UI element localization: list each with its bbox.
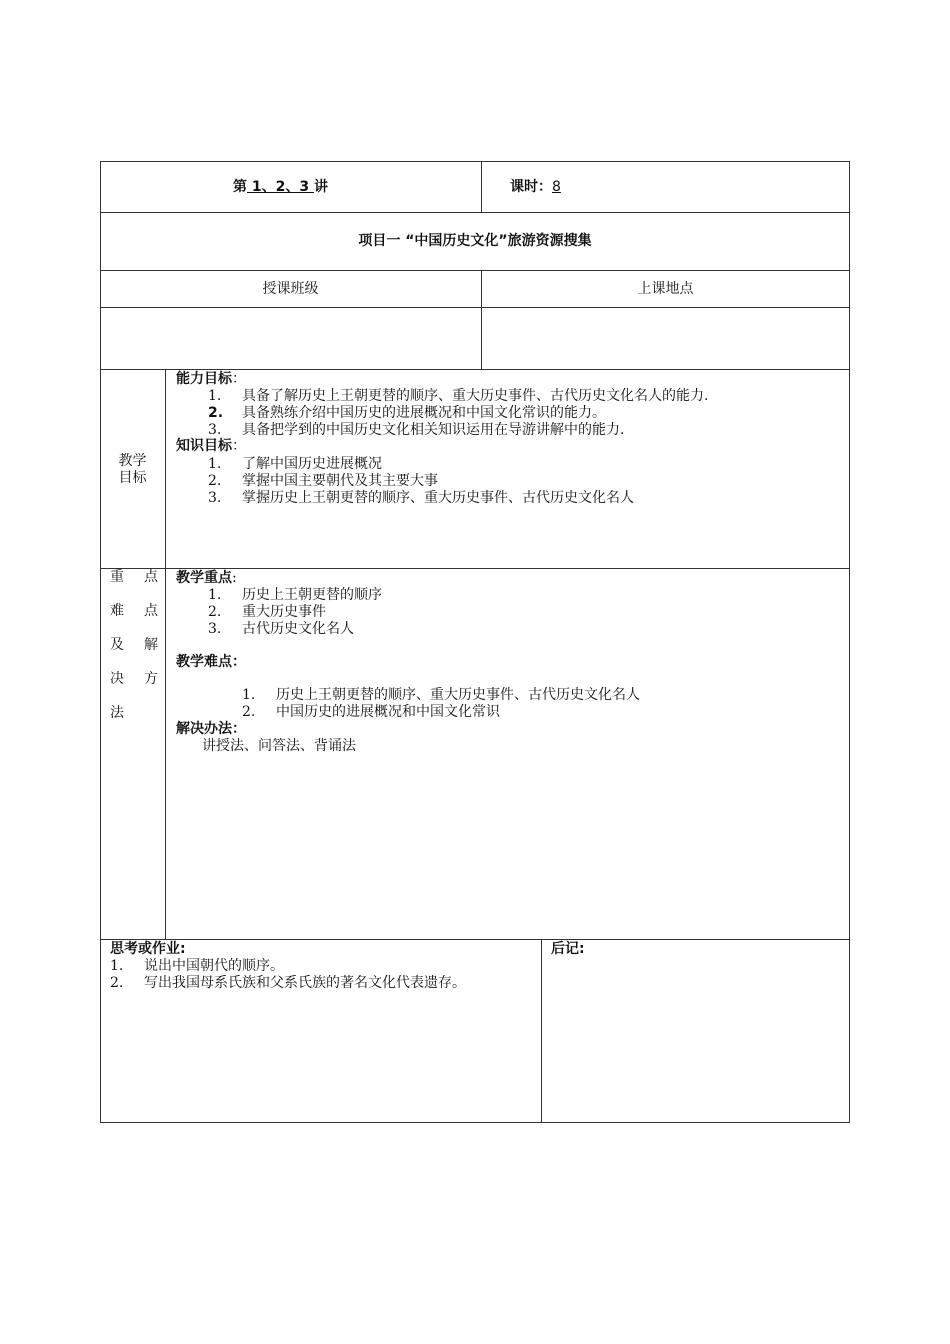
class-value-cell[interactable] xyxy=(101,308,481,369)
objectives-side-label xyxy=(100,453,165,487)
class-hours xyxy=(510,179,561,196)
item-text: 历史上王朝更替的顺序 xyxy=(242,587,382,603)
ability-title: 能力目标 xyxy=(176,371,232,387)
item-text: 历史上王朝更替的顺序、重大历史事件、古代历史文化名人 xyxy=(276,687,640,703)
hours-label: 课时： xyxy=(510,179,552,195)
list-item xyxy=(208,388,708,405)
list-item xyxy=(208,604,326,621)
row-divider xyxy=(100,270,850,271)
difficulty-title: 教学难点： xyxy=(176,654,246,670)
method-text: 讲授法、问答法、背诵法 xyxy=(202,738,356,754)
side-char: 方 xyxy=(144,671,158,687)
item-number: 1. xyxy=(110,958,124,974)
list-item xyxy=(208,621,354,638)
class-label: 授课班级 xyxy=(262,281,319,297)
knowledge-title: 知识目标 xyxy=(176,438,232,454)
lecture-number xyxy=(233,179,328,196)
row-divider xyxy=(100,939,850,940)
focus-title: 教学重点 xyxy=(176,570,232,586)
side-char: 及 xyxy=(110,637,124,653)
item-text: 具备熟练介绍中国历史的进展概况和中国文化常识的能力。 xyxy=(242,405,606,421)
side-char: 难 xyxy=(110,603,124,619)
list-item xyxy=(242,687,640,704)
side-label-line: 目标 xyxy=(118,470,147,486)
knowledge-colon: ： xyxy=(232,438,246,454)
item-text: 具备把学到的中国历史文化相关知识运用在导游讲解中的能力. xyxy=(242,422,625,438)
list-item xyxy=(110,975,466,992)
list-item xyxy=(208,473,438,490)
item-number: 2. xyxy=(242,704,256,720)
knowledge-heading xyxy=(176,438,246,455)
table-border-left xyxy=(100,161,101,1123)
item-text: 说出中国朝代的顺序。 xyxy=(144,958,284,974)
row-divider xyxy=(100,568,850,569)
ability-colon: ： xyxy=(232,371,246,387)
table-border-top xyxy=(100,161,850,162)
item-text: 掌握中国主要朝代及其主要大事 xyxy=(242,473,438,489)
item-number: 1. xyxy=(208,456,222,472)
list-item xyxy=(208,456,382,473)
location-value-cell[interactable] xyxy=(482,308,849,369)
item-text: 写出我国母系氏族和父系氏族的著名文化代表遗存。 xyxy=(144,975,466,991)
side-char: 点 xyxy=(144,603,158,619)
list-item xyxy=(208,405,606,422)
list-item xyxy=(208,587,382,604)
side-char: 解 xyxy=(144,637,158,653)
item-number: 3. xyxy=(208,490,222,506)
item-number: 3. xyxy=(208,422,222,438)
item-number: 1. xyxy=(208,388,222,404)
location-label: 上课地点 xyxy=(637,281,694,297)
focus-colon: : xyxy=(232,570,237,586)
postscript-title: 后记: xyxy=(551,941,585,957)
row-divider xyxy=(100,369,850,370)
item-text: 具备了解历史上王朝更替的顺序、重大历史事件、古代历史文化名人的能力. xyxy=(242,388,709,404)
lecture-prefix: 第 xyxy=(233,179,247,195)
item-text: 中国历史的进展概况和中国文化常识 xyxy=(276,704,500,720)
item-number: 1. xyxy=(242,687,256,703)
item-text: 了解中国历史进展概况 xyxy=(242,456,382,472)
side-char: 点 xyxy=(144,569,158,585)
item-number: 2. xyxy=(208,405,224,421)
row-divider xyxy=(100,212,850,213)
item-text: 掌握历史上王朝更替的顺序、重大历史事件、古代历史文化名人 xyxy=(242,490,634,506)
list-item xyxy=(208,422,624,439)
lesson-plan-table xyxy=(100,161,850,1123)
item-number: 2. xyxy=(110,975,124,991)
item-number: 1. xyxy=(208,587,222,603)
list-item xyxy=(208,490,634,507)
project-title: 项目一 “中国历史文化”旅游资源搜集 xyxy=(358,233,592,249)
ability-heading xyxy=(176,371,246,388)
method-title: 解决办法： xyxy=(176,721,246,737)
homework-title: 思考或作业: xyxy=(110,941,186,957)
list-item xyxy=(242,704,500,721)
col-divider xyxy=(481,161,482,213)
item-text: 重大历史事件 xyxy=(242,604,326,620)
focus-heading xyxy=(176,570,237,587)
item-text: 古代历史文化名人 xyxy=(242,621,354,637)
side-char: 法 xyxy=(110,705,124,721)
item-number: 2. xyxy=(208,473,222,489)
item-number: 3. xyxy=(208,621,222,637)
col-divider xyxy=(541,939,542,1123)
side-label-line: 教学 xyxy=(118,453,147,469)
table-border-right xyxy=(849,161,850,1123)
hours-value: 8 xyxy=(552,179,561,195)
table-border-bottom xyxy=(100,1122,850,1123)
side-char: 决 xyxy=(110,671,124,687)
side-char: 重 xyxy=(110,569,124,585)
item-number: 2. xyxy=(208,604,222,620)
col-divider xyxy=(165,369,166,940)
lecture-numbers: 1、2、3 xyxy=(247,179,314,195)
lecture-suffix: 讲 xyxy=(313,179,328,195)
list-item xyxy=(110,958,284,975)
